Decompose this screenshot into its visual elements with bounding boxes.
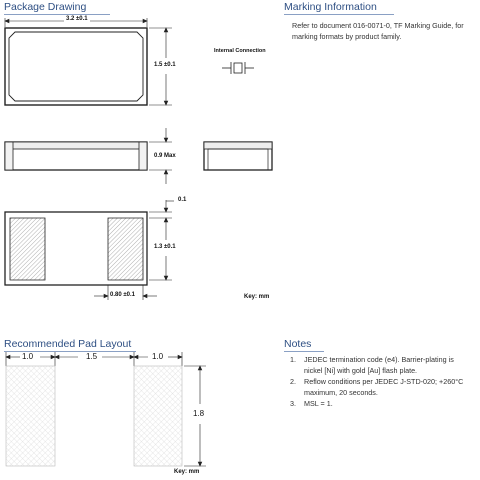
- note-number: 2.: [290, 377, 296, 386]
- note-number: 1.: [290, 355, 296, 364]
- package-drawing-title: Package Drawing: [4, 1, 110, 15]
- dimension-terminal-width-label: 0.80 ±0.1: [110, 292, 135, 298]
- pad-left: [6, 366, 55, 466]
- note-number: 3.: [290, 399, 296, 408]
- note-item: [290, 377, 474, 398]
- bottom-view-outline: [5, 212, 147, 285]
- marking-information-text: Refer to document 016-0071-0, TF Marking Guide, for marking formats by product family.: [292, 21, 464, 41]
- note-item: [290, 355, 474, 376]
- pad-right: [134, 366, 182, 466]
- pad-key-label: Key: mm: [174, 469, 200, 475]
- pad-spacing-label: 1.5: [86, 352, 98, 361]
- dimension-width-label: 1.5 ±0.1: [154, 62, 176, 68]
- pad-width-1-label: 1.0: [22, 352, 34, 361]
- dimension-terminal-height-label: 1.3 ±0.1: [154, 244, 176, 250]
- note-item: [290, 399, 474, 410]
- internal-connection-label: Internal Connection: [214, 48, 266, 54]
- dimension-height-label: 0.9 Max: [154, 153, 176, 159]
- dimension-length-label: 3.2 ±0.1: [66, 16, 88, 22]
- marking-information-title: Marking Information: [284, 1, 394, 15]
- recommended-pad-layout-title: Recommended Pad Layout: [4, 338, 136, 352]
- internal-connection-symbol: [222, 62, 254, 74]
- top-view-outline: [5, 28, 147, 105]
- note-text: JEDEC termination code (e4). Barrier-plating is nickel [Ni] with gold [Au] flash plate.: [304, 355, 454, 375]
- note-text: Reflow conditions per JEDEC J-STD-020; +260°C maximum, 20 seconds.: [304, 377, 464, 397]
- pad-width-2-label: 1.0: [152, 352, 164, 361]
- dimension-line-gap: [149, 200, 174, 222]
- side-view-outline: [5, 142, 147, 170]
- dimension-gap-label: 0.1: [178, 197, 187, 203]
- package-key-label: Key: mm: [244, 294, 270, 300]
- end-view-outline: [204, 142, 272, 170]
- notes-title: Notes: [284, 338, 324, 352]
- pad-height-label: 1.8: [193, 409, 205, 418]
- notes-list: [290, 355, 474, 411]
- note-text: MSL = 1.: [304, 399, 333, 408]
